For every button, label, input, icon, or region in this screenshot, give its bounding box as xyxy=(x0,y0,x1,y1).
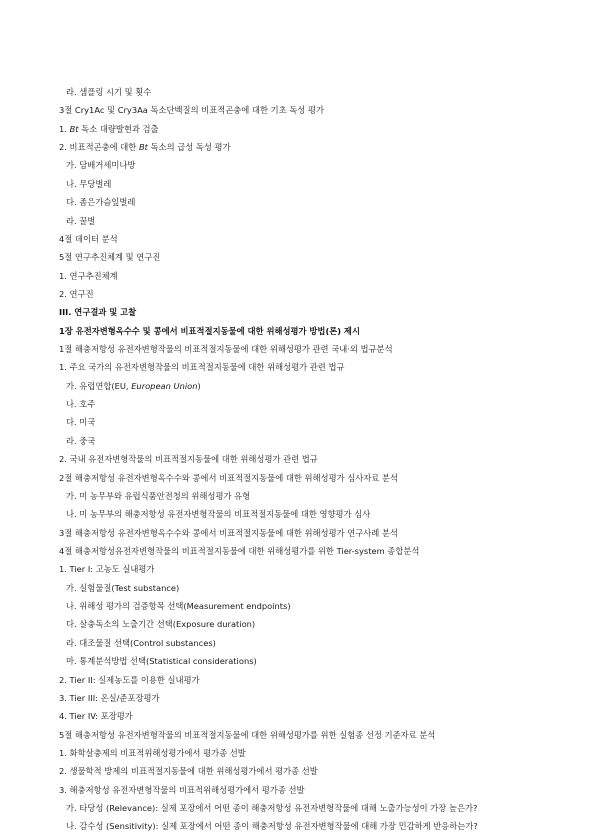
toc-entry-text: 1. Tier I: 고농도 실내평가 xyxy=(59,564,155,575)
toc-entry-text: 다. 미국 xyxy=(66,417,96,428)
toc-entry xyxy=(59,432,559,450)
toc-entry xyxy=(59,101,559,119)
toc-entry xyxy=(59,358,559,376)
toc-entry xyxy=(59,230,559,248)
toc-entry xyxy=(59,340,559,358)
toc-entry-text: 가. 실험물질(Test substance) xyxy=(66,582,180,593)
toc-entry xyxy=(59,120,559,138)
toc-entry-text: 2. 국내 유전자변형작물의 비표적절지동물에 대한 위해성평가 관련 법규 xyxy=(59,454,318,465)
toc-entry-text: 4. Tier IV: 포장평가 xyxy=(59,711,133,722)
toc-entry-text: 3. Tier III: 온실/준포장평가 xyxy=(59,692,160,703)
toc-entry-text: 1. 화학살충제의 비표적위해성평가에서 평가종 선발 xyxy=(59,747,246,758)
toc-entry-text: 3절 Cry1Ac 및 Cry3Aa 독소단백질의 비표적곤충에 대한 기초 독성 평가 xyxy=(59,105,324,116)
toc-entry xyxy=(59,579,559,597)
toc-entry xyxy=(59,322,559,340)
toc-entry xyxy=(59,156,559,174)
toc-entry-text: 다. 좀은가슴잎벌레 xyxy=(66,197,136,208)
toc-entry-text: 나. 호주 xyxy=(66,399,96,410)
toc-entry xyxy=(59,817,559,835)
toc-entry-text: ) xyxy=(197,380,201,391)
toc-entry-text: 3. 해충저항성 유전자변형작물의 비표적위해성평가에서 평가종 선발 xyxy=(59,784,305,795)
toc-entry xyxy=(59,175,559,193)
toc-entry xyxy=(59,652,559,670)
toc-entry-text: 나. 미 농무부의 해충저항성 유전자변형작물의 비표적절지동물에 대한 영향평가 심사 xyxy=(66,509,371,520)
toc-entry-text: 2. Tier II: 실제농도를 이용한 실내평가 xyxy=(59,674,200,685)
toc-entry-text: 2. 생물학적 방제의 비표적절지동물에 대한 위해성평가에서 평가종 선발 xyxy=(59,766,318,777)
toc-entry xyxy=(59,395,559,413)
toc-entry-italic-text: Bt xyxy=(69,123,79,134)
toc-entry-text: 4절 해충저항성유전자변형작물의 비표적절지동물에 대한 위해성평가를 위한 Tier-system 종합분석 xyxy=(59,545,420,556)
toc-entry xyxy=(59,505,559,523)
table-of-contents xyxy=(59,83,559,836)
toc-entry-text: 1. 주요 국가의 유전자변형작물의 비표적절지동물에 대한 위해성평가 관련 법규 xyxy=(59,362,345,373)
toc-entry xyxy=(59,634,559,652)
toc-entry xyxy=(59,469,559,487)
toc-entry-text: 가. 유럽연합(EU, xyxy=(66,380,132,391)
toc-entry-text: 나. 무당벌레 xyxy=(66,178,112,189)
toc-entry xyxy=(59,377,559,395)
toc-entry xyxy=(59,487,559,505)
toc-entry-italic-text: Bt xyxy=(138,142,148,153)
toc-entry-text: 1. 연구추진체계 xyxy=(59,270,118,281)
toc-entry xyxy=(59,212,559,230)
toc-entry xyxy=(59,83,559,101)
toc-entry xyxy=(59,744,559,762)
toc-entry-text: 마. 통계분석방법 선택(Statistical considerations) xyxy=(66,656,257,667)
toc-entry xyxy=(59,671,559,689)
toc-entry xyxy=(59,799,559,817)
toc-entry-text: 독소의 급성 독성 평가 xyxy=(147,142,231,153)
toc-entry-text: 5절 해충저항성 유전자변형작물의 비표적절지동물에 대한 위해성평가를 위한 실험종 선정 기준자료 분석 xyxy=(59,729,436,740)
toc-entry-text: 3절 해충저항성 유전자변형옥수수와 콩에서 비표적절지동물에 대한 위해성평가 연구사례 분석 xyxy=(59,527,398,538)
toc-entry xyxy=(59,615,559,633)
toc-entry-text: 라. 중국 xyxy=(66,435,96,446)
toc-entry xyxy=(59,781,559,799)
toc-entry-text: 가. 미 농무부와 유럽식품안전청의 위해성평가 유형 xyxy=(66,490,251,501)
toc-entry xyxy=(59,285,559,303)
toc-entry xyxy=(59,413,559,431)
toc-entry xyxy=(59,248,559,266)
toc-entry-text: 1장 유전자변형옥수수 및 콩에서 비표적절지동물에 대한 위해성평가 방법(론) 제시 xyxy=(59,325,360,336)
toc-entry xyxy=(59,193,559,211)
toc-entry-text: 라. 샘플링 시기 및 횟수 xyxy=(66,87,152,97)
toc-entry-text: 다. 살충독소의 노출기간 선택(Exposure duration) xyxy=(66,619,256,630)
toc-entry-text: 1절 해충저항성 유전자변형작물의 비표적절지동물에 대한 위해성평가 관련 국내·외 법규분석 xyxy=(59,344,393,355)
toc-entry xyxy=(59,524,559,542)
toc-entry xyxy=(59,762,559,780)
toc-entry xyxy=(59,450,559,468)
toc-entry-text: 나. 위해성 평가의 검증항목 선택(Measurement endpoints) xyxy=(66,601,291,612)
toc-entry-text: 가. 타당성 (Relevance): 실제 포장에서 어떤 종이 해충저항성 유전자변형작물에 대해 노출가능성이 가장 높은가? xyxy=(66,803,478,814)
toc-entry xyxy=(59,542,559,560)
toc-entry xyxy=(59,560,559,578)
toc-entry-text: 2. 비표적곤충에 대한 xyxy=(59,142,139,153)
toc-entry-text: 4절 데이터 분석 xyxy=(59,233,118,244)
toc-entry-text: 가. 담배거세미나방 xyxy=(66,160,136,171)
toc-entry-text: 2. 연구진 xyxy=(59,288,94,299)
toc-entry xyxy=(59,726,559,744)
toc-entry xyxy=(59,689,559,707)
toc-entry xyxy=(59,707,559,725)
toc-entry xyxy=(59,267,559,285)
toc-entry xyxy=(59,303,559,321)
toc-entry-text: 2절 해충저항성 유전자변형옥수수와 콩에서 비표적절지동물에 대한 위해성평가 심사자료 분석 xyxy=(59,472,398,483)
toc-entry xyxy=(59,597,559,615)
toc-entry-text: 라. 꿀벌 xyxy=(66,215,96,226)
toc-entry-text: 라. 대조물질 선택(Control substances) xyxy=(66,637,216,648)
toc-entry-text: 독소 대량발현과 검출 xyxy=(78,123,159,134)
toc-entry-text: III. 연구결과 및 고찰 xyxy=(59,307,137,318)
toc-entry-italic-text: European Union xyxy=(131,380,198,391)
toc-entry-text: 1. xyxy=(59,123,70,134)
toc-entry xyxy=(59,138,559,156)
toc-entry-text: 5절 연구추진체계 및 연구진 xyxy=(59,252,161,263)
toc-entry-text: 나. 감수성 (Sensitivity): 실제 포장에서 어떤 종이 해충저항성 유전자변형작물에 대해 가장 민감하게 반응하는가? xyxy=(66,821,478,832)
